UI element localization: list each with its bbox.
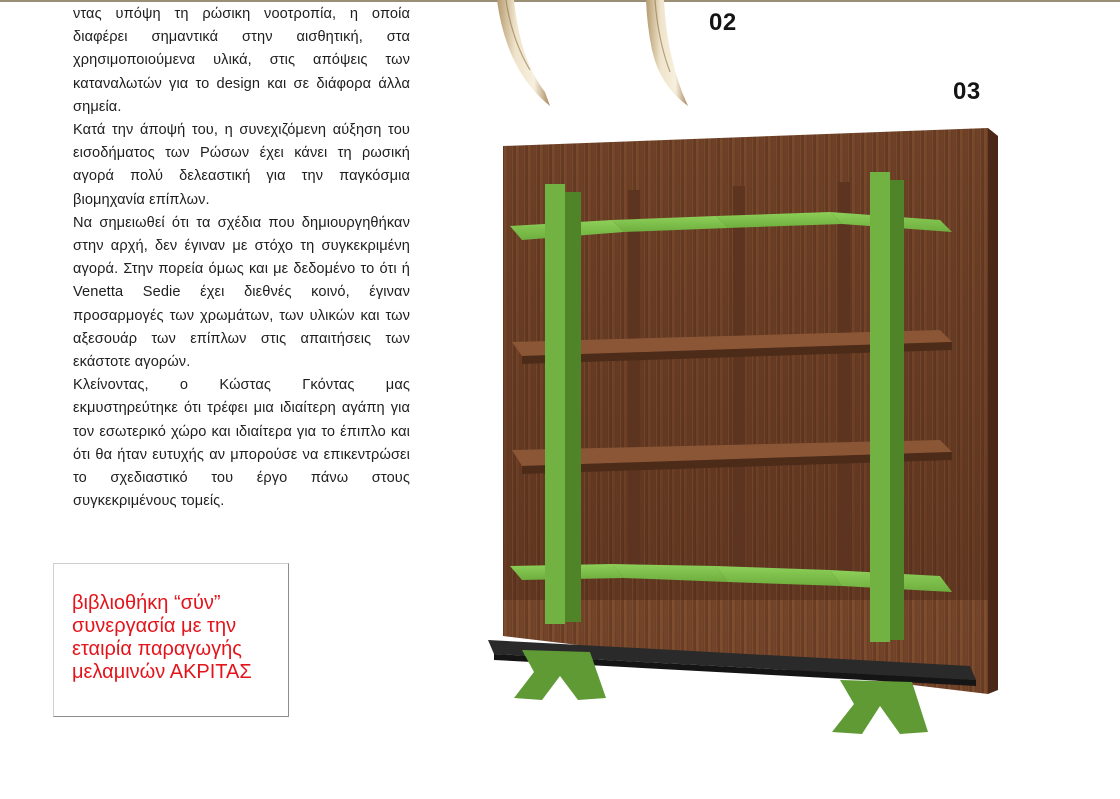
article-paragraph: ντας υπόψη τη ρώσικη νοοτροπία, η οποία διαφέρει σημαντικά στην αισθητική, στα χρησιμοποιούμενα υλικά, στις απόψεις των καταναλωτών για το design και σε διάφορα άλλα σημεία. <box>73 6 410 115</box>
caption-box <box>53 563 289 717</box>
article-text <box>73 3 410 513</box>
horn-sculpture-image <box>497 0 688 106</box>
article-paragraph: Να σημειωθεί ότι τα σχέδια που δημιουργηθήκαν στην αρχή, δεν έγιναν με στόχο τη συγκεκριμένη αγορά. Στην πορεία όμως και με δεδομένο το ότι ή Venetta Sedie έχει διεθνές κοινό, έγιναν προσαρμογές των χρωμάτων, των υλικών και των αξεσουάρ των επίπλων στις απαιτήσεις των εκάστοτε αγορών. <box>73 214 410 371</box>
product-photos <box>480 0 1120 740</box>
article-paragraph: Κλείνοντας, ο Κώστας Γκόντας μας εκμυστηρεύτηκε ότι τρέφει μια ιδιαίτερη αγάπη για τον εσωτερικό χώρο και ιδιαίτερα για το έπιπλο και ότι θα ήταν ευτυχής αν μπορούσε να επικεντρώσει το σχεδιαστικό του έργο πάνω στους συγκεκριμένους τομείς. <box>73 377 410 510</box>
article-paragraph: Κατά την άποψή του, η συνεχιζόμενη αύξηση του εισοδήματος των Ρώσων έχει κάνει τη ρωσική αγορά πολύ δελεαστική για την παγκόσμια βιομηχανία επίπλων. <box>73 122 410 208</box>
figure-label-03: 03 <box>953 78 981 105</box>
figure-label-02: 02 <box>709 9 737 36</box>
caption-text: βιβλιοθήκη “σύν” συνεργασία με την εταιρία παραγωγής μελαμινών ΑΚΡΙΤΑΣ <box>72 592 252 683</box>
